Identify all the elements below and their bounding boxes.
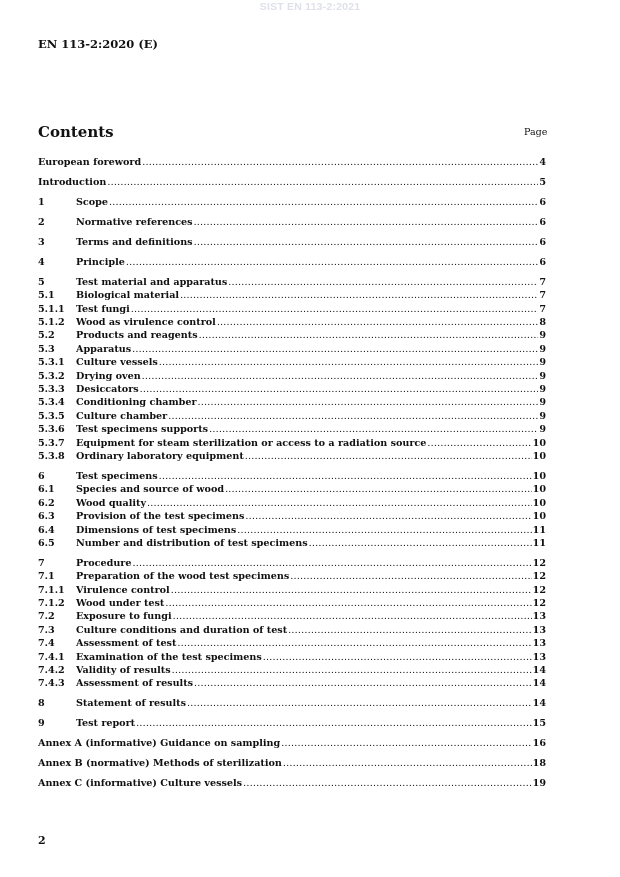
toc-entry-2[interactable]: 2 Normative references ..... 6	[38, 217, 546, 230]
toc-entry-european-foreword[interactable]: European foreword ..... 4	[38, 157, 546, 170]
toc-entry-7[interactable]: 7 Procedure ..... 12	[38, 558, 546, 571]
toc-entry-5-3-8[interactable]: 5.3.8 Ordinary laboratory equipment ..... 10	[38, 451, 546, 464]
toc-entry-7-4-3[interactable]: 7.4.3 Assessment of results ..... 14	[38, 678, 546, 691]
toc-entry-7-1[interactable]: 7.1 Preparation of the wood test specimens ..... 12	[38, 571, 546, 584]
toc-entry-6-3[interactable]: 6.3 Provision of the test specimens ..... 10	[38, 511, 546, 524]
toc-entry-8[interactable]: 8 Statement of results ..... 14	[38, 698, 546, 711]
toc-entry-7-3[interactable]: 7.3 Culture conditions and duration of test ..... 13	[38, 625, 546, 638]
toc-entry-6-2[interactable]: 6.2 Wood quality ..... 10	[38, 498, 546, 511]
toc-entry-6-1[interactable]: 6.1 Species and source of wood ..... 10	[38, 484, 546, 497]
toc-entry-annex-b[interactable]: Annex B (normative) Methods of sterilization ..... 18	[38, 758, 546, 771]
toc-entry-5-3-1[interactable]: 5.3.1 Culture vessels ..... 9	[38, 357, 546, 370]
toc-entry-5[interactable]: 5 Test material and apparatus ..... 7	[38, 277, 546, 290]
toc-entry-7-4-2[interactable]: 7.4.2 Validity of results ..... 14	[38, 665, 546, 678]
toc-entry-5-1[interactable]: 5.1 Biological material ..... 7	[38, 290, 546, 303]
toc-entry-6-5[interactable]: 6.5 Number and distribution of test specimens ..... 11	[38, 538, 546, 551]
toc-entry-5-3[interactable]: 5.3 Apparatus ..... 9	[38, 344, 546, 357]
toc-entry-7-1-2[interactable]: 7.1.2 Wood under test ..... 12	[38, 598, 546, 611]
toc-entry-7-1-1[interactable]: 7.1.1 Virulence control ..... 12	[38, 585, 546, 598]
toc-entry-6-4[interactable]: 6.4 Dimensions of test specimens ..... 11	[38, 525, 546, 538]
toc-entry-annex-c[interactable]: Annex C (informative) Culture vessels ..... 19	[38, 778, 546, 791]
page-column-header: Page	[524, 127, 548, 138]
toc-entry-5-3-3[interactable]: 5.3.3 Desiccators ..... 9	[38, 384, 546, 397]
toc-entry-5-3-4[interactable]: 5.3.4 Conditioning chamber ..... 9	[38, 397, 546, 410]
toc-entry-5-3-2[interactable]: 5.3.2 Drying oven ..... 9	[38, 371, 546, 384]
toc-entry-5-3-7[interactable]: 5.3.7 Equipment for steam sterilization or access to a radiation source ..... 10	[38, 438, 546, 451]
toc-entry-5-3-6[interactable]: 5.3.6 Test specimens supports ..... 9	[38, 424, 546, 437]
toc-entry-3[interactable]: 3 Terms and definitions ..... 6	[38, 237, 546, 250]
table-of-contents	[38, 157, 546, 792]
toc-entry-5-3-5[interactable]: 5.3.5 Culture chamber ..... 9	[38, 411, 546, 424]
toc-entry-4[interactable]: 4 Principle ..... 6	[38, 257, 546, 270]
toc-entry-5-1-2[interactable]: 5.1.2 Wood as virulence control ..... 8	[38, 317, 546, 330]
toc-entry-6[interactable]: 6 Test specimens ..... 10	[38, 471, 546, 484]
toc-entry-9[interactable]: 9 Test report ..... 15	[38, 718, 546, 731]
toc-entry-7-4[interactable]: 7.4 Assessment of test ..... 13	[38, 638, 546, 651]
toc-entry-introduction[interactable]: Introduction ..... 5	[38, 177, 546, 190]
page-number: 2	[38, 834, 46, 847]
toc-entry-7-2[interactable]: 7.2 Exposure to fungi ..... 13	[38, 611, 546, 624]
toc-entry-5-2[interactable]: 5.2 Products and reagents ..... 9	[38, 330, 546, 343]
document-id: EN 113-2:2020 (E)	[38, 37, 158, 51]
toc-entry-5-1-1[interactable]: 5.1.1 Test fungi ..... 7	[38, 304, 546, 317]
toc-entry-7-4-1[interactable]: 7.4.1 Examination of the test specimens ..... 13	[38, 652, 546, 665]
toc-entry-1[interactable]: 1 Scope ..... 6	[38, 197, 546, 210]
page-title: Contents	[38, 123, 114, 141]
toc-entry-annex-a[interactable]: Annex A (informative) Guidance on sampling ..... 16	[38, 738, 546, 751]
watermark: SIST EN 113-2:2021	[259, 1, 361, 13]
